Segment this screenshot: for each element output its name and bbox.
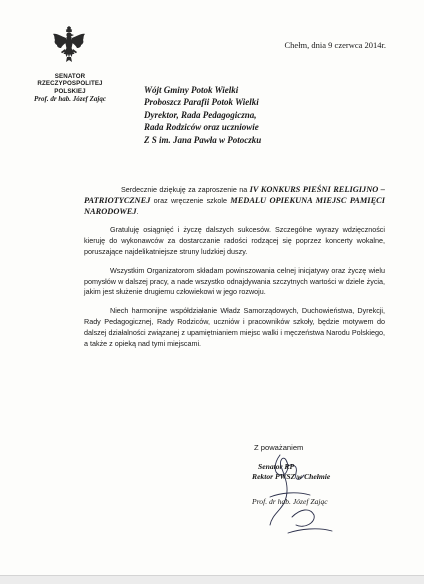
paragraph-invitation	[84, 185, 385, 217]
letterhead-subtitle: RZECZYPOSPOLITEJ POLSKIEJ	[37, 80, 103, 95]
letterhead-title: SENATOR	[54, 73, 86, 80]
recipient-line: Proboszcz Parafii Potok Wielki	[144, 97, 259, 108]
recipient-line: Dyrektor, Rada Pedagogiczna,	[144, 109, 257, 120]
signatory-name: Prof. dr hab. Józef Zając	[252, 497, 328, 506]
letter-date: Chełm, dnia 9 czerwca 2014r.	[284, 40, 386, 50]
closing-regards: Z poważaniem	[254, 443, 304, 452]
recipient-line: Wójt Gminy Potok Wielki	[144, 85, 239, 95]
recipient-line: Rada Rodziców oraz uczniowie	[144, 122, 259, 133]
letterhead-name: Prof. dr hab. Józef Zając	[34, 95, 106, 104]
letterhead	[22, 73, 118, 104]
paragraph-text: .	[136, 206, 139, 216]
eagle-emblem-icon	[52, 22, 86, 66]
paragraph-organizers: Wszystkim Organizatorom składam powinszowania celnej inicjatywy oraz życzę wielu pomysłów w dalszej pracy, a nade wszystko odnajdywania szczytnych wartości w dziele życia, jakim jest służenie drugiemu człowiekowi w jego rozwoju.	[84, 265, 385, 297]
signatory-title: Senator RP	[258, 462, 295, 471]
recipient-block	[144, 84, 384, 146]
paragraph-cooperation: Niech harmonijne współdziałanie Władz Samorządowych, Duchowieństwa, Dyrekcji, Rady Pedagogicznej, Rady Rodziców, uczniów i pracowników szkoły, będzie motywem do dalszej działalności związanej z upamiętnianiem miejsc walki i męczeństwa Narodu Polskiego, a także z opieką nad tymi miejscami.	[84, 306, 385, 348]
paragraph-text: oraz wręczenie szkole	[150, 195, 231, 205]
recipient-line: Z S im. Jana Pawła w Potoczku	[144, 134, 262, 145]
event-name: IV KONKURS PIEŚNI RELIGIJNO – PATRIOTYCZNEJ	[84, 185, 385, 205]
signatory-position: Rektor PWSZ w Chełmie	[252, 472, 331, 481]
paragraph-congratulations: Gratuluję osiągnięć i życzę dalszych sukcesów. Szczególne wyrazy wdzięczności kieruję do wykonawców za dostarczanie radości rodzącej się poprzez koncerty wokalne, poruszające najdelikatniejsze struny ludzkiej duszy.	[84, 225, 385, 256]
closing-block	[248, 443, 368, 506]
letter-body	[84, 185, 385, 357]
medal-name: MEDALU OPIEKUNA MIEJSC PAMIĘCI NARODOWEJ	[84, 195, 386, 216]
scan-edge	[0, 575, 424, 584]
paragraph-text: Serdecznie dziękuję za zaproszenie na	[121, 185, 250, 194]
